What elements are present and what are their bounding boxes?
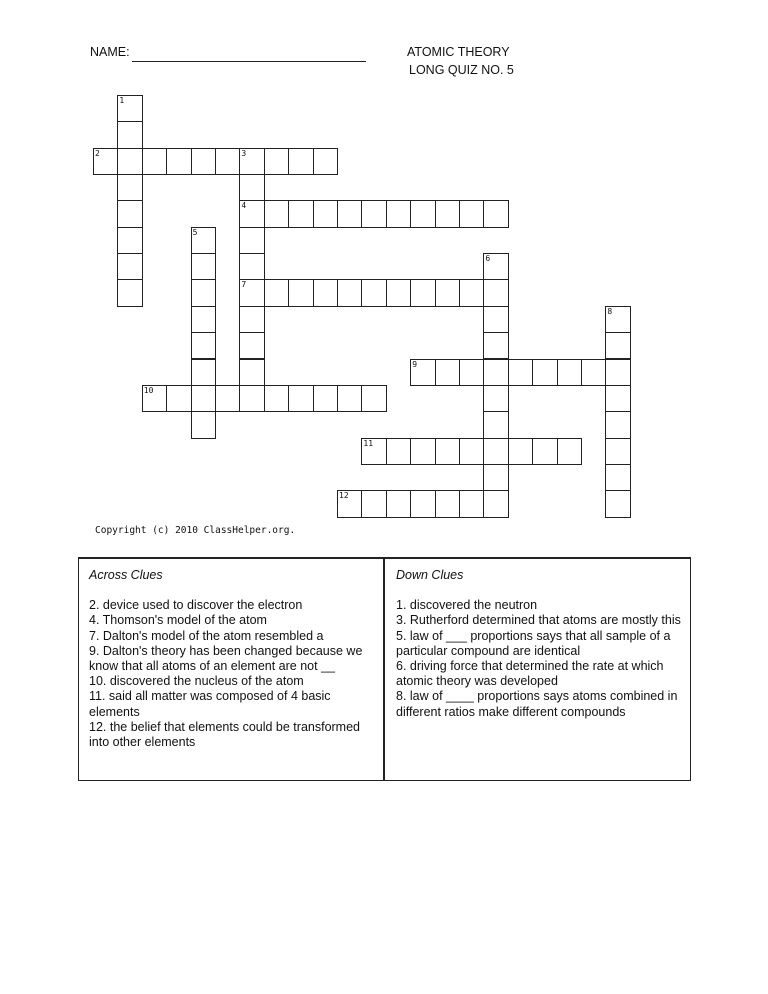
crossword-cell[interactable] [605, 490, 630, 517]
crossword-cell[interactable] [264, 148, 289, 175]
crossword-cell[interactable] [459, 279, 484, 306]
clue-number: 11 [363, 438, 374, 448]
crossword-cell[interactable] [605, 464, 630, 491]
crossword-cell[interactable] [191, 385, 216, 412]
crossword-cell[interactable] [337, 279, 362, 306]
crossword-cell[interactable] [239, 306, 264, 333]
quiz-title: ATOMIC THEORY [407, 45, 510, 59]
crossword-cell[interactable] [459, 438, 484, 465]
crossword-cell[interactable] [435, 438, 460, 465]
crossword-cell[interactable] [532, 438, 557, 465]
crossword-cell[interactable] [361, 438, 386, 465]
crossword-cell[interactable] [117, 227, 142, 254]
crossword-cell[interactable] [386, 438, 411, 465]
crossword-cell[interactable] [288, 148, 313, 175]
clue-number: 7 [241, 280, 247, 290]
crossword-cell[interactable] [508, 359, 533, 386]
crossword-cell[interactable] [483, 490, 508, 517]
crossword-cell[interactable] [191, 227, 216, 254]
crossword-cell[interactable] [239, 332, 264, 359]
crossword-cell[interactable] [239, 279, 264, 306]
crossword-cell[interactable] [191, 306, 216, 333]
crossword-cell[interactable] [483, 411, 508, 438]
across-clue: 2. device used to discover the electron [89, 598, 303, 613]
clue-number: 3 [241, 148, 247, 158]
down-clue: 5. law of ___ proportions says that all sample of a particular compound are identical [396, 628, 671, 658]
crossword-cell[interactable] [483, 200, 508, 227]
crossword-cell[interactable] [435, 279, 460, 306]
crossword-cell[interactable] [557, 359, 582, 386]
crossword-cell[interactable] [483, 359, 508, 386]
crossword-cell[interactable] [239, 359, 264, 386]
down-clues-column [396, 568, 686, 720]
across-clue: 12. the belief that elements could be transformed into other elements [89, 719, 360, 750]
crossword-cell[interactable] [313, 279, 338, 306]
crossword-cell[interactable] [264, 279, 289, 306]
crossword-cell[interactable] [386, 200, 411, 227]
crossword-cell[interactable] [191, 359, 216, 386]
crossword-cell[interactable] [410, 200, 435, 227]
crossword-cell[interactable] [264, 385, 289, 412]
crossword-cell[interactable] [313, 200, 338, 227]
clue-number: 6 [485, 254, 491, 264]
crossword-cell[interactable] [386, 490, 411, 517]
down-clue: 1. discovered the neutron [396, 598, 538, 613]
down-clue: 8. law of ____ proportions says atoms combined in different ratios make different compounds [396, 689, 678, 719]
clue-number: 1 [119, 96, 125, 105]
crossword-cell[interactable] [191, 332, 216, 359]
crossword-cell[interactable] [239, 200, 264, 227]
down-clue: 6. driving force that determined the rate at which atomic theory was developed [396, 659, 664, 689]
crossword-cell[interactable] [313, 385, 338, 412]
crossword-cell[interactable] [605, 306, 630, 333]
across-clues-title: Across Clues [89, 568, 163, 582]
crossword-cell[interactable] [459, 359, 484, 386]
crossword-cell[interactable] [581, 359, 606, 386]
crossword-cell[interactable] [288, 200, 313, 227]
name-label: NAME: [90, 45, 130, 59]
crossword-cell[interactable] [264, 200, 289, 227]
crossword-cell[interactable] [459, 490, 484, 517]
quiz-subtitle: LONG QUIZ NO. 5 [409, 63, 514, 77]
crossword-cell[interactable] [605, 438, 630, 465]
crossword-cell[interactable] [361, 490, 386, 517]
across-clue: 4. Thomson's model of the atom [89, 613, 267, 628]
crossword-cell[interactable] [142, 385, 167, 412]
crossword-cell[interactable] [483, 279, 508, 306]
across-clue: 10. discovered the nucleus of the atom [89, 674, 304, 689]
crossword-cell[interactable] [605, 332, 630, 359]
crossword-cell[interactable] [239, 253, 264, 280]
clue-number: 4 [241, 201, 247, 211]
across-clue: 7. Dalton's model of the atom resembled a [89, 628, 324, 643]
crossword-cell[interactable] [361, 385, 386, 412]
down-clues-title: Down Clues [396, 568, 464, 582]
crossword-cell[interactable] [459, 200, 484, 227]
crossword-cell[interactable] [532, 359, 557, 386]
crossword-cell[interactable] [605, 411, 630, 438]
crossword-cell[interactable] [191, 411, 216, 438]
crossword-cell[interactable] [337, 200, 362, 227]
crossword-cell[interactable] [605, 359, 630, 386]
crossword-cell[interactable] [483, 253, 508, 280]
crossword-cell[interactable] [117, 121, 142, 148]
crossword-cell[interactable] [410, 438, 435, 465]
crossword-cell[interactable] [386, 279, 411, 306]
crossword-cell[interactable] [361, 279, 386, 306]
crossword-cell[interactable] [117, 279, 142, 306]
crossword-cell[interactable] [557, 438, 582, 465]
crossword-cell[interactable] [117, 95, 142, 122]
copyright-notice: Copyright (c) 2010 ClassHelper.org. [95, 525, 296, 536]
crossword-cell[interactable] [483, 332, 508, 359]
crossword-cell[interactable] [93, 148, 118, 175]
crossword-cell[interactable] [239, 174, 264, 201]
crossword-cell[interactable] [410, 490, 435, 517]
crossword-cell[interactable] [483, 464, 508, 491]
crossword-cell[interactable] [239, 385, 264, 412]
clues-divider [383, 557, 385, 781]
clue-number: 5 [192, 227, 198, 237]
crossword-cell[interactable] [191, 148, 216, 175]
crossword-cell[interactable] [435, 490, 460, 517]
clue-number: 10 [143, 385, 154, 395]
crossword-cell[interactable] [142, 148, 167, 175]
crossword-cell[interactable] [166, 148, 191, 175]
crossword-cell[interactable] [337, 385, 362, 412]
across-clue: 9. Dalton's theory has been changed because we know that all atoms of an element are not __ [89, 643, 363, 674]
crossword-cell[interactable] [410, 279, 435, 306]
crossword-cell[interactable] [483, 306, 508, 333]
crossword-cell[interactable] [166, 385, 191, 412]
crossword-cell[interactable] [117, 148, 142, 175]
crossword-cell[interactable] [239, 227, 264, 254]
clue-number: 9 [412, 359, 418, 369]
crossword-cell[interactable] [288, 385, 313, 412]
crossword-cell[interactable] [508, 438, 533, 465]
crossword-cell[interactable] [435, 200, 460, 227]
crossword-cell[interactable] [191, 279, 216, 306]
down-clue: 3. Rutherford determined that atoms are mostly this [396, 613, 681, 628]
crossword-cell[interactable] [191, 253, 216, 280]
crossword-cell[interactable] [410, 359, 435, 386]
crossword-cell[interactable] [337, 490, 362, 517]
crossword-cell[interactable] [605, 385, 630, 412]
crossword-cell[interactable] [215, 148, 240, 175]
crossword-cell[interactable] [435, 359, 460, 386]
across-clues-column [89, 568, 379, 750]
clue-number: 2 [95, 148, 100, 158]
crossword-cell[interactable] [361, 200, 386, 227]
crossword-cell[interactable] [483, 385, 508, 412]
crossword-cell[interactable] [288, 279, 313, 306]
crossword-cell[interactable] [117, 253, 142, 280]
crossword-cell[interactable] [239, 148, 264, 175]
crossword-cell[interactable] [483, 438, 508, 465]
crossword-cell[interactable] [215, 385, 240, 412]
clue-number: 12 [339, 491, 349, 501]
crossword-cell[interactable] [117, 200, 142, 227]
crossword-cell[interactable] [313, 148, 338, 175]
clue-number: 8 [607, 306, 613, 316]
across-clue: 11. said all matter was composed of 4 basic elements [89, 689, 331, 719]
crossword-cell[interactable] [117, 174, 142, 201]
